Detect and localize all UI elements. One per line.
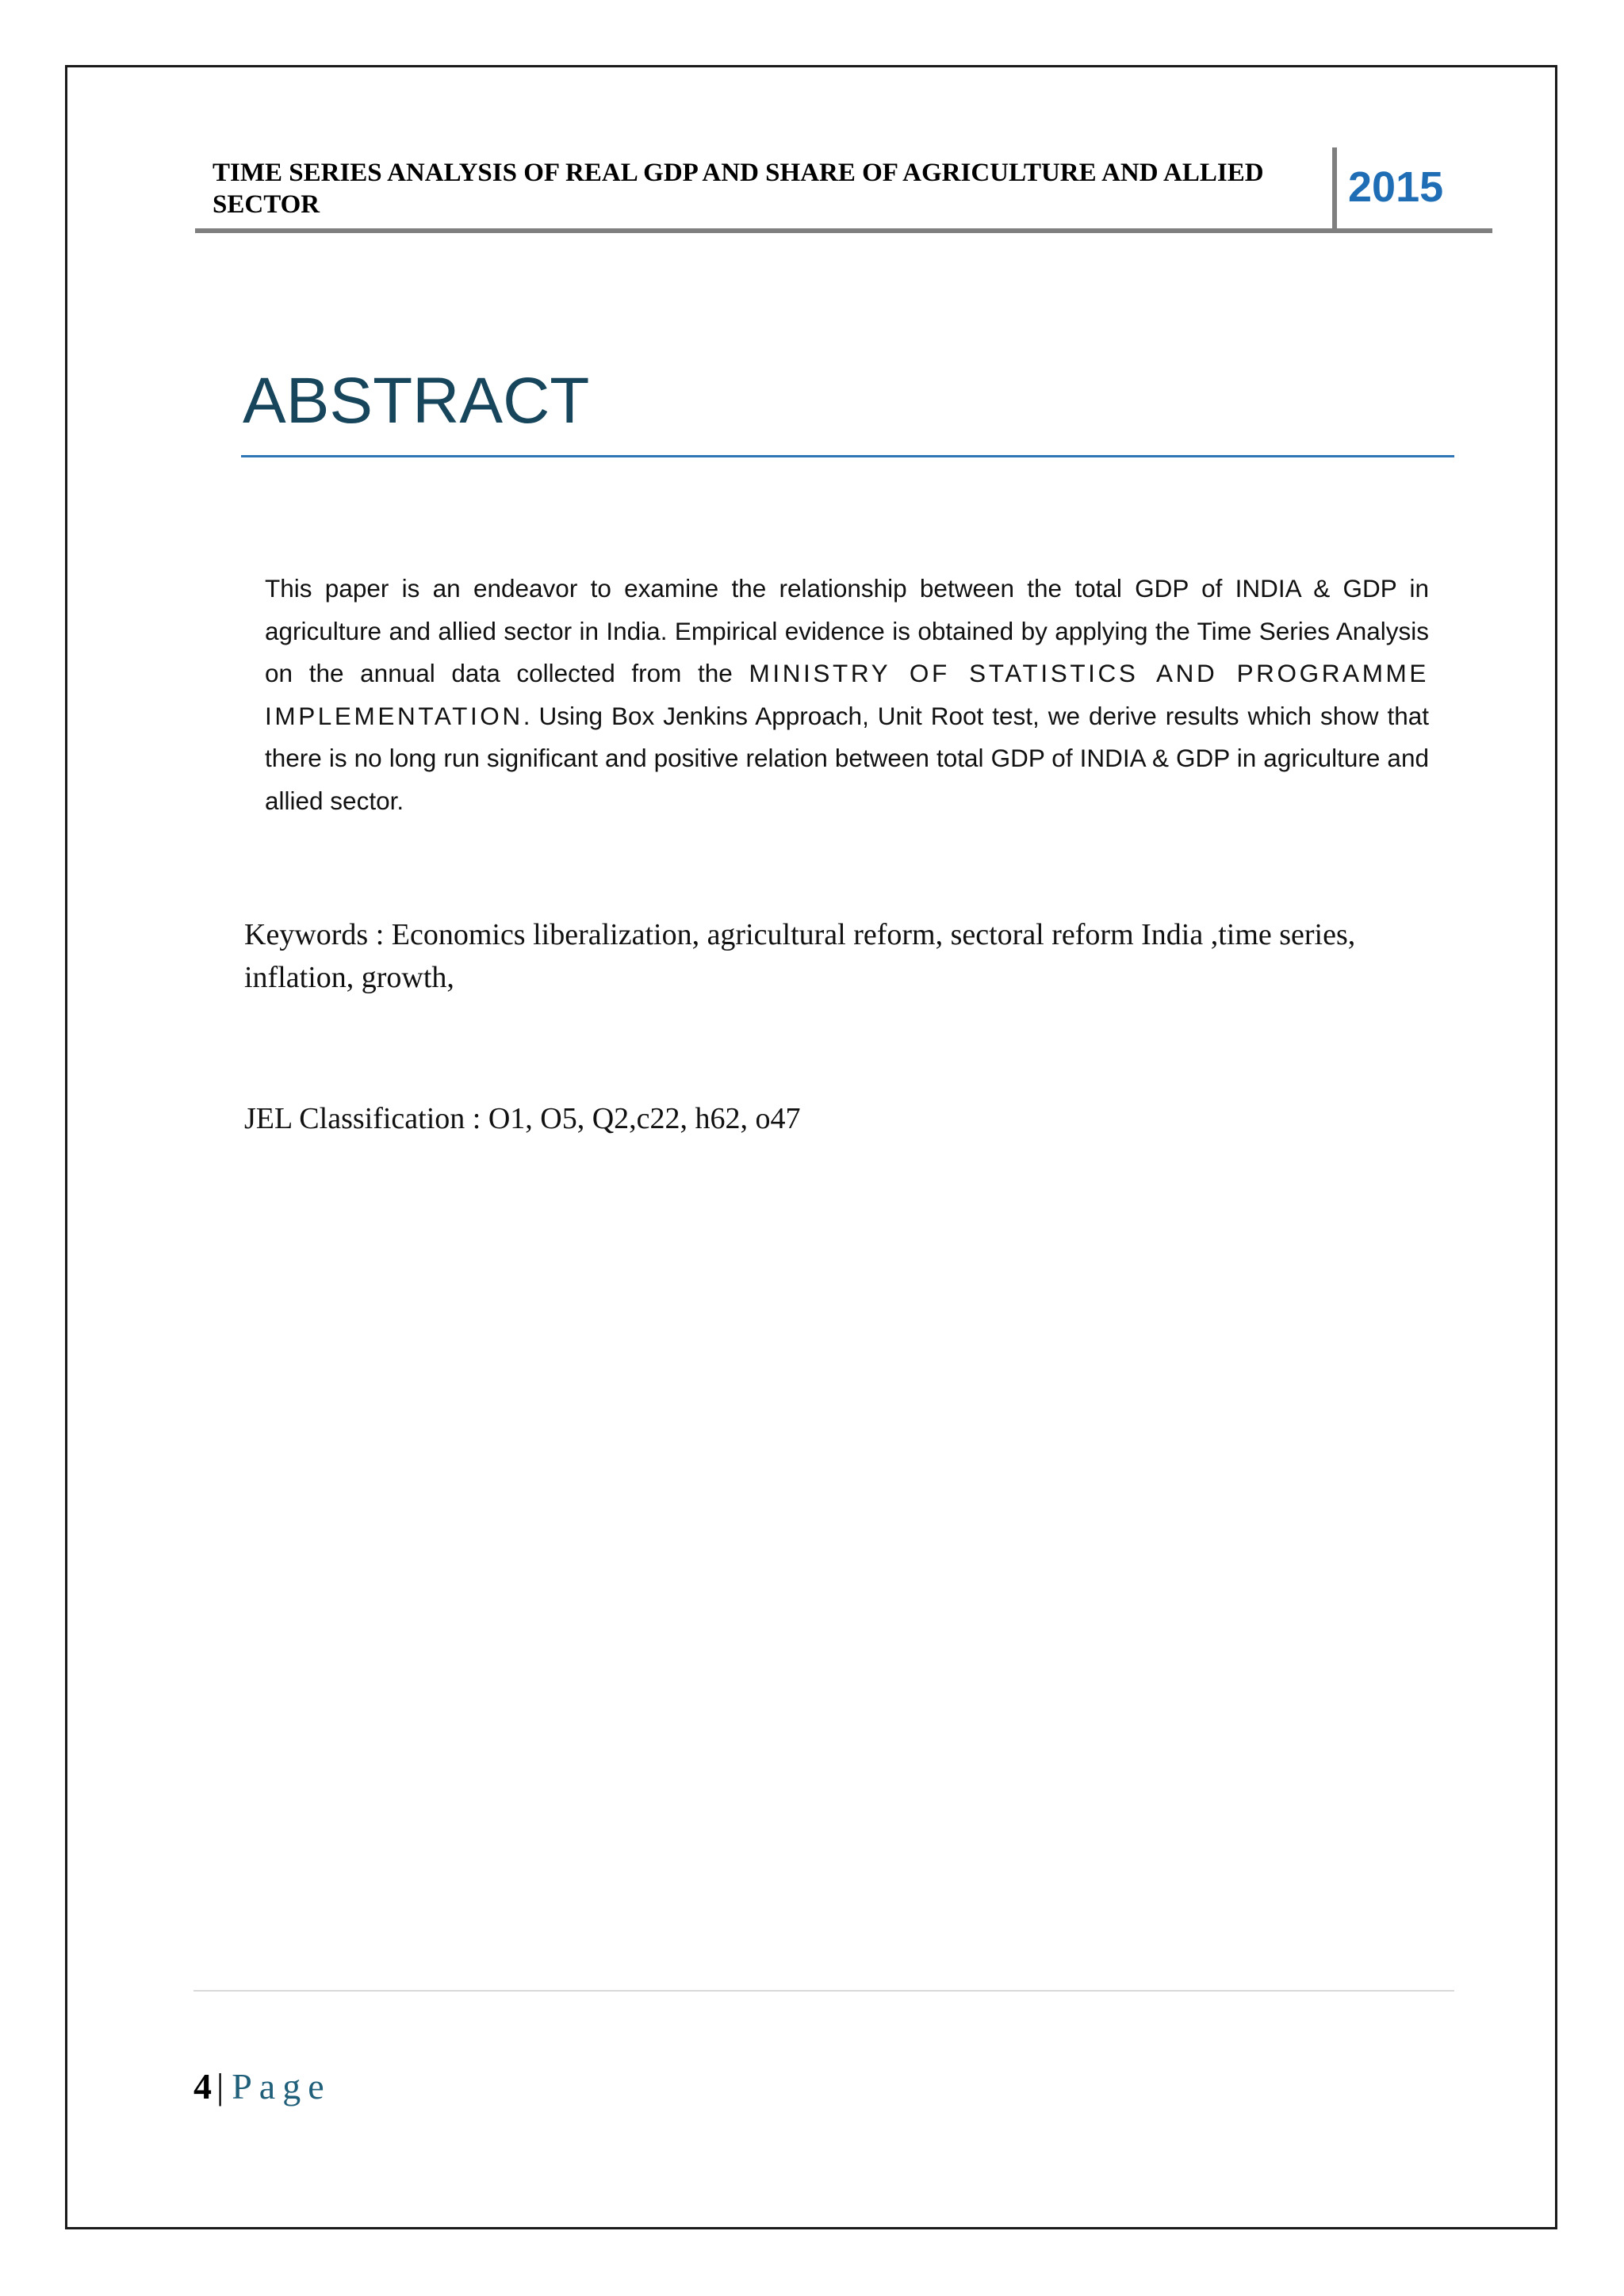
abstract-heading-rule — [241, 455, 1454, 457]
header-year: 2015 — [1348, 163, 1444, 211]
abstract-text-part1: This paper is an endeavor to examine the relationship between the total GDP of INDIA & GDP in agriculture and allied sector in India. Empirical evidence is obtained by applying the Time Series Analysis on the annual data collected from the — [265, 574, 1429, 687]
abstract-text-part2: . Using Box Jenkins Approach, Unit Root test, we derive results which show that there is no long run significant and positive relation between total GDP of INDIA & GDP in agriculture and allied sector. — [265, 701, 1429, 815]
page-label: Page — [232, 2066, 331, 2107]
header-rule — [195, 228, 1492, 233]
abstract-heading: ABSTRACT — [243, 365, 590, 437]
abstract-paragraph — [265, 568, 1429, 822]
keywords: Keywords : Economics liberalization, agricultural reform, sectoral reform India ,time series, inflation, growth, — [244, 918, 1356, 994]
footer-rule — [193, 1990, 1454, 1992]
abstract-data-source: MINISTRY OF STATISTICS AND PROGRAMME IMPLEMENTATION — [265, 659, 1429, 730]
page-footer — [193, 2063, 331, 2110]
page-number: 4 — [193, 2066, 212, 2107]
running-header-title: TIME SERIES ANALYSIS OF REAL GDP AND SHARE OF AGRICULTURE AND ALLIED SECTOR — [213, 159, 1264, 219]
footer-separator: | — [216, 2066, 224, 2107]
header-divider — [1332, 147, 1337, 230]
jel-classification: JEL Classification : O1, O5, Q2,c22, h62, o47 — [244, 1102, 801, 1135]
